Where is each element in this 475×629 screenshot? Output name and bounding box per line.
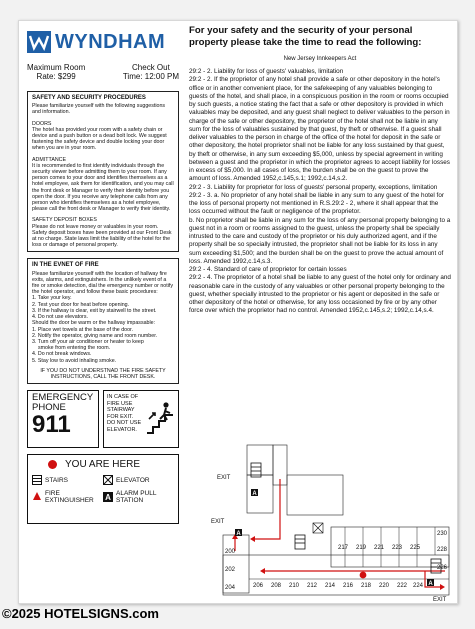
fire-note-line: IF YOU DO NOT UNDERSTNAD THE FIRE SAFETY	[40, 367, 166, 374]
room-label: 219	[356, 545, 367, 551]
room-label: 200	[225, 549, 236, 555]
admittance-title: ADMITTANCE	[32, 156, 67, 163]
room-label: 208	[271, 583, 282, 589]
fire-steps	[32, 295, 174, 320]
fire-ext-line: FIRE	[45, 490, 60, 498]
room-label: 202	[225, 567, 236, 573]
checkout-label: Check Out	[132, 63, 170, 72]
safety-intro: Please familiarize yourself with the following suggestions and information.	[32, 103, 166, 116]
hot-intro: Should the door be warm or the hallway impassable:	[32, 320, 156, 327]
elevator-label: ELEVATOR	[116, 476, 150, 484]
room-label: 228	[437, 547, 448, 553]
case-line: FOR EXIT.	[107, 413, 134, 420]
law-paragraph: b. No proprietor shall be liable in any sum for the loss of any personal property belonging to a guest not in a room or rooms assigned to the guest, unless the property shall be specially intrusted to the care and custody of the proprietor or his duly authorized agent, and if the property shall be so specially intrusted, the proprietor shall not be liable for its loss in any sum exceeding $1,500; and the burden shall be on the guest to prove the actual amount of loss. Amended 1992,c.14,s.3.	[189, 216, 451, 265]
stairs-label: STAIRS	[45, 476, 68, 484]
elevator-icon	[103, 475, 113, 485]
alarm-line: STATION	[116, 497, 144, 505]
room-label: 225	[410, 545, 421, 551]
emergency-phone	[27, 390, 99, 448]
fire-step: 4. Do not use elevators.	[32, 314, 88, 321]
hot-step: 4. Do not break windows.	[32, 351, 92, 358]
room-label: 218	[361, 583, 372, 589]
room-label: 221	[374, 545, 385, 551]
room-label: 210	[289, 583, 300, 589]
emergency-row	[27, 390, 179, 448]
fire-title: IN THE EVNET OF FIRE	[32, 262, 99, 269]
fire-step: 1. Take your key.	[32, 295, 72, 302]
hot-step: smoke from entering the room.	[38, 345, 111, 352]
legend-row	[32, 490, 174, 504]
room-label: 230	[437, 531, 448, 537]
room-label: 216	[343, 583, 354, 589]
max-rate	[27, 63, 85, 81]
wyndham-logo-icon	[27, 31, 51, 53]
law-paragraph: 29:2 - 2. If the proprietor of any hotel shall provide a safe or other depository in the hotel's office or in another convenient place, for the safekeeping of any valuables belonging to guests of the hotel, and shall place, in a conspicuous position in the room or rooms occupied by such guests, a notice stating the fact that a safe or other depository is provided in which valuables may be deposited, and any guest shall neglect to deliver valuables to the person in charge of the safe or other depository, the proprietor of the hotel shall not be liable in any sum for the loss of valuables sustained by that guest, by theft or otherwise. If a guest shall deliver valuables to the person in charge of the office of the hotel for deposit in the safe or other depository, the hotel proprietor shall not be liable for any loss sustained by that guest, by theft or otherwise, in any sum exceeding $5,000, unless by special agreement in writing between a guest and the proprietor in which the proprietor agrees to accept liability for losses in excess of $5,000. In all cases of loss, the burden shall be on the guest to prove the amount of loss. Amended 1952,c.145,s.1; 1992,c.14,s.2.	[189, 76, 450, 183]
legend-row	[32, 475, 174, 485]
headline: For your safety and the security of your personal property please take the time to read the following:	[189, 25, 422, 48]
legend-elevator	[103, 475, 174, 485]
act-title: New Jersey Innkeepers Act	[283, 56, 357, 62]
room-label: 226	[437, 565, 448, 571]
you-are-here-label: YOU ARE HERE	[65, 459, 141, 471]
checkout	[123, 63, 179, 81]
svg-text:A: A	[252, 491, 257, 497]
checkout-time: Time: 12:00 PM	[122, 72, 179, 81]
deposit-title: SAFETY DEPOSIT BOXES	[32, 217, 97, 224]
fire-step: 2. Test your door for heat before opening.	[32, 301, 130, 308]
svg-text:A: A	[236, 531, 241, 537]
fire-ext-line: EXTINGUISHER	[45, 497, 94, 505]
legend-stairs	[32, 475, 103, 485]
svg-text:A: A	[105, 493, 111, 503]
hot-step: 5. Stay low to avoid inhaling smoke.	[32, 357, 117, 364]
legend-extinguisher	[32, 490, 103, 504]
svg-text:A: A	[428, 581, 433, 587]
left-column	[27, 29, 179, 524]
stairs-icon	[32, 475, 42, 485]
alarm-pull-label	[116, 490, 156, 504]
map-legend	[27, 454, 179, 524]
deposit-text: Please do not leave money or valuables in your room. Safety deposit boxes have been provided at our Front Desk at no charge. State laws limit the liability of the hotel for the loss or damage of personal property.	[32, 223, 172, 249]
safety-title: SAFETY AND SECURITY PROCEDURES	[32, 95, 146, 101]
law-paragraph: 29:2 - 4. The proprietor of a hotel shall be liable to any guest of the hotel only for ordinary and reasonable care in the custody of any valuables or other personal property belonging to the guest, whether specially intrusted to the proprietor or his agent or deposited in the safe or other depository of the hotel or otherwise, for any loss occasioned by fire or by any other force over which the proprietor had no control. Amended 1952,c.145,s.2; 1992,c.14,s.4.	[189, 274, 451, 315]
map-exit-label: EXIT	[211, 519, 225, 525]
phone-label: PHONE	[32, 402, 66, 414]
safety-notice-sheet	[18, 20, 458, 604]
fire-extinguisher-icon	[32, 492, 42, 502]
copyright: ©2025 HOTELSIGNS.com	[2, 606, 159, 621]
fire-procedures-box	[27, 258, 179, 384]
hot-step: 3. Turn off your air conditioner or heater to keep	[32, 338, 144, 345]
max-rate-value: Rate: $299	[36, 72, 76, 81]
floor-map	[195, 439, 457, 604]
fire-intro: Please familiarize yourself with the location of hallway fire exits, alarms, and extinguishers. In the unlikely event of a fire or smoke detection, dial the emergency number or notify the hotel operator, and follow these basic procedures:	[32, 270, 174, 296]
fire-note	[32, 368, 174, 380]
case-line: DO NOT USE	[107, 420, 142, 427]
case-line: IN CASE OF	[107, 394, 139, 401]
map-exit-label: EXIT	[217, 475, 231, 481]
alarm-line: ALARM PULL	[116, 490, 157, 498]
doors-title: DOORS	[32, 120, 52, 127]
law-paragraph: 29:2 - 3. a. No proprietor of any hotel shall be liable in any sum to any guest of the hotel for the loss of personal property not mentioned in R.S.29:2 - 2, where it shall appear that the loss occurred without the fault or negligence of the proprietor.	[189, 191, 444, 216]
hot-step: 2. Notify the operator, giving name and room number.	[32, 332, 158, 339]
legend-alarm	[103, 490, 174, 504]
you-are-here-key	[48, 459, 178, 470]
use-stairs-notice	[103, 390, 179, 448]
room-label: 217	[338, 545, 349, 551]
case-line: FIRE USE	[107, 400, 133, 407]
brand-logo	[27, 29, 179, 55]
admittance-text: It is recommended to first identify individuals through the security viewer before admitting them to your room. If any person comes to your door and identifies themselves as a hotel employee, ask them for identification, and you may call the front desk or Manager to verify their identity before you open the door. If you receive any telephone calls from any person who identifies themselves as a hotel employee, please call the front desk or Manager to verify their identity.	[32, 162, 174, 213]
room-label: 214	[325, 583, 336, 589]
room-label: 204	[225, 585, 236, 591]
right-column	[189, 25, 451, 316]
room-info	[27, 63, 179, 81]
case-line: ELEVATOR.	[107, 426, 137, 433]
law-paragraph: 29:2 - 3. Liability for proprietor for loss of guests' personal property, exceptions, limitation	[189, 183, 438, 191]
emergency-number: 911	[32, 411, 71, 439]
max-rate-label: Maximum Room	[27, 63, 86, 72]
alarm-pull-icon	[103, 492, 113, 502]
law-paragraph: 29:2 - 2. Liability for loss of guests' valuables, limitation	[189, 68, 344, 75]
fire-note-line: INSTRUCTIONS, CALL THE FRONT DESK.	[50, 373, 156, 380]
emergency-label: EMERGENCY	[32, 392, 94, 404]
hot-step: 1. Place wet towels at the base of the door.	[32, 326, 133, 333]
stairway-exit-icon	[145, 401, 175, 435]
room-label: 206	[253, 583, 264, 589]
room-label: 212	[307, 583, 318, 589]
room-label: 220	[379, 583, 390, 589]
safety-procedures-box	[27, 91, 179, 252]
case-line: STAIRWAY	[107, 407, 135, 414]
map-exit-label: EXIT	[433, 597, 447, 603]
room-label: 222	[397, 583, 408, 589]
you-are-here-icon	[48, 460, 57, 469]
fire-extinguisher-label	[45, 490, 94, 504]
fire-step: 3. If the hallway is clear, exit by stairwell to the street.	[32, 307, 157, 314]
room-label: 223	[392, 545, 403, 551]
law-paragraph: 29:2 - 4. Standard of care of proprietor for certain losses	[189, 266, 347, 273]
law-text	[189, 68, 451, 316]
brand-name: WYNDHAM	[55, 30, 166, 53]
hot-steps	[32, 327, 174, 364]
room-label: 224	[413, 583, 424, 589]
doors-text: The hotel has provided your room with a safety chain or device and a push button or a dead bolt lock. We suggest fastening the safety device and double locking your door when you are in your room.	[32, 126, 167, 152]
